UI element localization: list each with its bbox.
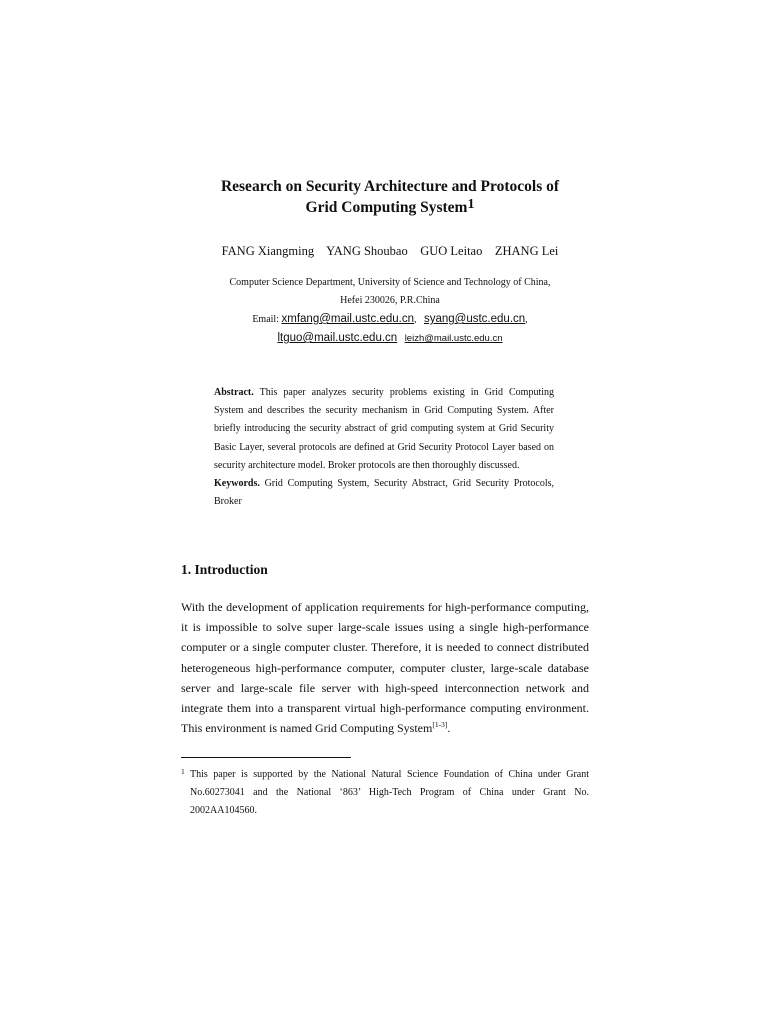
author-list: FANG Xiangming YANG Shoubao GUO Leitao ZHANG Lei: [221, 244, 559, 258]
paper-title-line2: [140, 197, 640, 218]
introduction-body: [181, 597, 589, 738]
email-link-xmfang[interactable]: xmfang@mail.ustc.edu.cn: [281, 313, 414, 325]
paper-title-line1: Research on Security Architecture and Protocols of: [220, 178, 560, 195]
keywords-text: Grid Computing System, Security Abstract, Grid Security Protocols, Broker: [214, 478, 555, 508]
title-footnote-marker: 1: [467, 197, 475, 212]
section-heading-introduction: 1. Introduction: [181, 562, 268, 577]
introduction-end-punct: .: [447, 721, 451, 736]
affiliation-line1: Computer Science Department, University of Science and Technology of China,: [229, 277, 551, 288]
citation-ref: [1-3]: [432, 720, 448, 730]
abstract-block: [214, 384, 554, 511]
abstract-text: This paper analyzes security problems existing in Grid Computing System and describes the security mechanism in Grid Computing System. After briefly introducing the security abstract of grid computing system at Grid Security Basic Layer, several protocols are defined at Grid Security Protocol Layer based on security architecture model. Broker protocols are then thoroughly discussed.: [214, 387, 555, 471]
keywords-label: Keywords.: [214, 478, 260, 490]
paper-title: [140, 176, 640, 218]
keywords-paragraph: [214, 475, 554, 511]
affiliation-line2: Hefei 230026, P.R.China: [340, 295, 440, 306]
email-link-syang[interactable]: syang@ustc.edu.cn: [423, 313, 526, 325]
email-line1: Email: xmfang@mail.ustc.edu.cn, syang@ustc.edu.cn,: [252, 313, 528, 325]
footnote-marker: 1: [181, 767, 185, 776]
abstract-label: Abstract.: [214, 387, 254, 398]
introduction-paragraph: [181, 597, 589, 738]
email-link-leizh[interactable]: leizh@mail.ustc.edu.cn: [404, 333, 503, 344]
email-link-ltguo[interactable]: ltguo@mail.ustc.edu.cn: [277, 332, 398, 344]
footnote: [181, 766, 589, 821]
footnote-divider: [181, 757, 351, 758]
footnote-text: This paper is supported by the National Natural Science Foundation of China under Grant No.60273041 and the National ‘863’ High-Tech Program of China under Grant No. 2002AA104560.: [190, 769, 589, 817]
paper-title-line2-text: Grid Computing System: [305, 199, 468, 216]
email-label: Email:: [252, 314, 279, 325]
email-line2: [140, 332, 640, 344]
introduction-text: With the development of application requirements for high-performance computing, it is impossible to solve super large-scale issues using a single high-performance computer or a single computer cluster. Therefore, it is needed to connect distributed heterogeneous high-performance computer, computer cluster, large-scale database server and large-scale file server with high-speed interconnection network and integrate them into a transparent virtual high-performance computing environment. This environment is named Grid Computing System: [181, 600, 589, 736]
abstract-paragraph: [214, 384, 554, 475]
